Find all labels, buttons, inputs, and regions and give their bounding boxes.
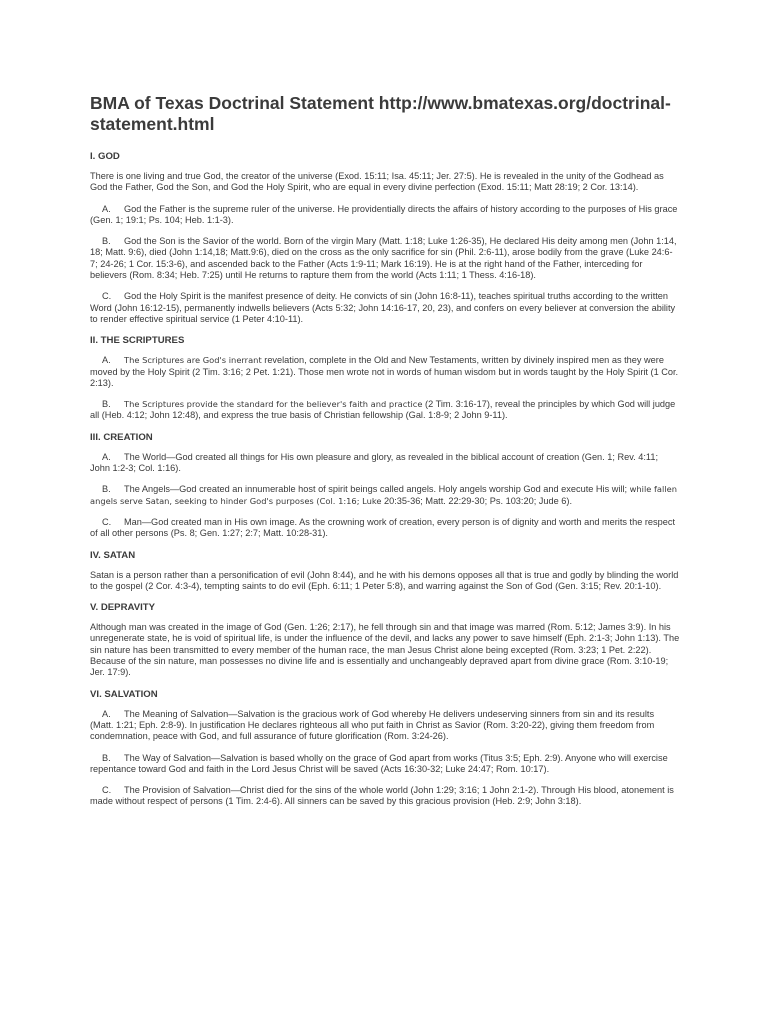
- list-item: [90, 355, 680, 389]
- list-item: [90, 236, 680, 281]
- section-heading-scriptures: II. THE SCRIPTURES: [90, 335, 185, 347]
- list-item: [90, 204, 680, 227]
- item-marker: C.: [102, 785, 112, 796]
- document-title: BMA of Texas Doctrinal Statement http://www.bmatexas.org/doctrinal-statement.html: [90, 93, 671, 134]
- item-text: The Angels—God created an innumerable host of spirit beings called angels. Holy angels worship God and execute His will;: [124, 484, 630, 495]
- item-text: The Provision of Salvation—Christ died for the sins of the whole world (John 1:29; 3:16; 1 John 2:1-2). Through His blood, atonement is made without respect of persons (1 Tim. 2:4-6). All sinners can be saved by this gracious provision (Heb. 2:9; John 3:18).: [90, 785, 674, 807]
- list-item: [90, 399, 680, 422]
- list-item: [90, 785, 680, 808]
- item-marker: C.: [102, 291, 112, 302]
- item-text: Man—God created man in His own image. As the crowning work of creation, every person is of dignity and worth and merits the respect of all other persons (Ps. 8; Gen. 1:27; 2:7; Matt. 10:28-31).: [90, 516, 676, 539]
- list-item: [90, 709, 680, 743]
- item-marker: B.: [102, 399, 111, 410]
- item-text: The Meaning of Salvation—Salvation is the gracious work of God whereby He delivers undeserving sinners from sin and its results (Matt. 1:21; Eph. 2:8-9). In justification He declares righteous all who put faith in Christ as Savior (Rom. 3:20-22), giving them freedom from condemnation, peace with God, and full assurance of future glorification (Rom. 3:24-26).: [90, 708, 655, 742]
- item-text: The Way of Salvation—Salvation is based wholly on the grace of God apart from works (Titus 3:5; Eph. 2:9). Anyone who will exercise repentance toward God and faith in the Lord Jesus Christ will be saved (Acts 16:30-32; Luke 24:47; Rom. 10:17).: [90, 752, 668, 774]
- item-text: (2 Tim. 3:16-17), reveal the principles by which God will judge all (Heb. 4:12; John 12:48), and express the true basis of Christian fellowship (Gal. 1:8-9; 2 John 9-11).: [90, 399, 676, 421]
- item-text: revelation, complete in the Old and New Testaments, written by divinely inspired men as they were moved by the Holy Spirit (2 Tim. 3:16; 2 Pet. 1:21). Those men wrote not in words of human wisdom but in words taught by the Holy Spirit (1 Cor. 2:13).: [90, 355, 679, 388]
- item-marker: C.: [102, 516, 112, 527]
- paragraph: Although man was created in the image of God (Gen. 1:26; 2:17), he fell through sin and that image was marred (Rom. 5:12; James 3:9). In his unregenerate state, he is void of spiritual life, is under the influence of the devil, and lacks any power to save himself (Eph. 2:1-3; John 1:13). The sin nature has been transmitted to every member of the human race, the man Jesus Christ alone being excepted (Rom. 3:23; 1 Pet. 2:22). Because of the sin nature, man possesses no divine life and is essentially and unchangeably depraved apart from divine grace (Rom. 3:10-19; Jer. 17:9).: [90, 622, 680, 678]
- item-marker: A.: [102, 355, 111, 366]
- item-text-alt-font: The Scriptures are God's inerrant: [124, 355, 262, 366]
- item-marker: B.: [102, 236, 111, 247]
- list-item: [90, 517, 680, 540]
- item-marker: A.: [102, 203, 111, 214]
- item-marker: A.: [102, 451, 111, 462]
- item-text: God the Son is the Savior of the world. Born of the virgin Mary (Matt. 1:18; Luke 1:26-35), He declared His deity among men (John 1:14, 18; Matt. 9:6), died (John 1:14,18; Matt.9:6), died on the cross as the only sacrifice for sin (Phil. 2:6-11), arose bodily from the grave (Luke 24:6-7; 24-26; 1 Cor. 15:3-6), and ascended back to the Father (Acts 1:9-11; Mark 16:19). He is at the right hand of the Father, interceding for believers (Rom. 8:34; Heb. 7:25) until He returns to rapture them from the world (Acts 1:11; 1 Thess. 4:16-18).: [90, 236, 677, 281]
- item-text-alt-font: The Scriptures provide the standard for the believer's faith and practice: [124, 399, 423, 410]
- item-marker: A.: [102, 708, 111, 719]
- paragraph: There is one living and true God, the creator of the universe (Exod. 15:11; Isa. 45:11; Jer. 27:5). He is revealed in the unity of the Godhead as God the Father, God the Son, and God the Holy Spirit, who are equal in every divine perfection (Exod. 15:11; Matt 28:19; 2 Cor. 13:14).: [90, 171, 664, 193]
- item-text: 20:35-36; Matt. 22:29-30; Ps. 103:20; Jude 6).: [381, 495, 572, 506]
- section-heading-satan: IV. SATAN: [90, 549, 136, 561]
- item-text: The World—God created all things for His own pleasure and glory, as revealed in the biblical account of creation (Gen. 1; Rev. 4:11; John 1:2-3; Col. 1:16).: [90, 451, 659, 474]
- list-item: [90, 484, 680, 507]
- item-text-alt-font: while fallen angels serve Satan, seeking to hinder God's purposes (Col. 1:16; Luke: [90, 484, 677, 506]
- list-item: [90, 753, 680, 776]
- section-heading-god: I. GOD: [90, 151, 120, 162]
- item-text: God the Father is the supreme ruler of the universe. He providentially directs the affairs of history according to the purposes of His grace (Gen. 1; 19:1; Ps. 104; Heb. 1:1-3).: [90, 203, 678, 225]
- item-marker: B.: [102, 484, 111, 495]
- section-heading-salvation: VI. SALVATION: [90, 688, 158, 700]
- item-text: God the Holy Spirit is the manifest presence of deity. He convicts of sin (John 16:8-11), teaches spiritual truths according to the written Word (John 16:12-15), permanently indwells believers (Acts 5:32; John 14:16-17, 20, 23), and confers on every believer at conversion the ability to render effective spiritual service (1 Peter 4:10-11).: [90, 291, 676, 324]
- section-heading-depravity: V. DEPRAVITY: [90, 602, 156, 614]
- paragraph: Satan is a person rather than a personification of evil (John 8:44), and he with his demons opposes all that is true and godly by blinding the world to the gospel (2 Cor. 4:3-4), tempting saints to do evil (Eph. 6:11; 1 Peter 5:8), and warring against the Son of God (Gen. 3:15; Rev. 20:1-10).: [90, 569, 679, 591]
- document-page: [90, 93, 680, 818]
- section-heading-creation: III. CREATION: [90, 431, 153, 443]
- list-item: [90, 452, 680, 475]
- item-marker: B.: [102, 752, 111, 763]
- list-item: [90, 291, 680, 325]
